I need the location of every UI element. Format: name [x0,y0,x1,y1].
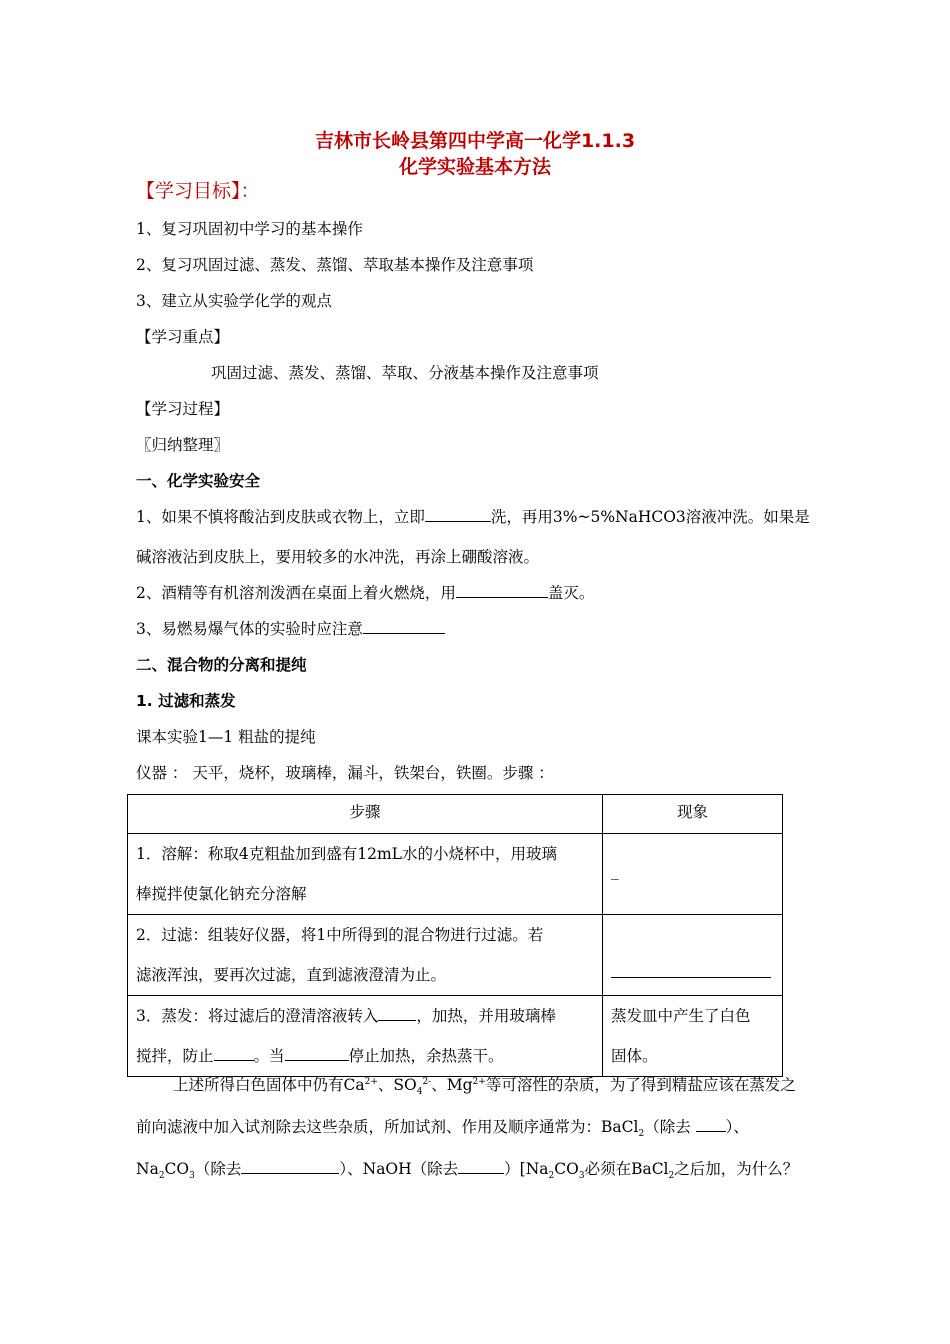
para-sup: 2+ [472,1076,486,1087]
focus-heading: 【学习重点】 [136,328,230,346]
step-cell [128,834,603,915]
safety-item-1-text-b: 洗，再用3%~5%NaHCO3溶液冲洗。如果是 [490,508,810,526]
para-text: （除去 [194,1160,242,1178]
document-title-line2: 化学实验基本方法 [398,156,551,178]
header-steps: 步骤 [128,795,603,834]
para-text: Na [136,1160,159,1178]
para-text: 、SO [377,1076,417,1094]
result-cell[interactable] [603,834,783,915]
para-text: 等可溶性的杂质，为了得到精盐应该在蒸发之 [485,1076,796,1094]
para-sub: 2 [668,1171,675,1182]
result-3-line1: 蒸发皿中产生了白色 [611,1007,751,1025]
step-2-line1: 2．过滤：组装好仪器，将1中所得到的混合物进行过滤。若 [136,926,544,944]
step-cell [128,915,603,996]
goal-item-1: 1、复习巩固初中学习的基本操作 [136,220,363,238]
paragraph-line-1 [173,1073,796,1097]
experiment-title: 课本实验1—1 粗盐的提纯 [136,728,316,746]
answer-blank[interactable] [456,583,548,598]
result-cell[interactable] [603,915,783,996]
goal-item-2: 2、复习巩固过滤、蒸发、蒸馏、萃取基本操作及注意事项 [136,256,534,274]
table-row [128,996,783,1077]
header-phenomenon: 现象 [603,795,783,834]
table-header-row [128,795,783,834]
answer-blank[interactable] [425,507,491,522]
document-title-line1: 吉林市长岭县第四中学高一化学1.1.3 [314,130,636,152]
safety-item-3 [136,617,445,639]
step-3-text-b: ，加热，并用玻璃棒 [416,1007,556,1025]
step-3-text-a: 3．蒸发：将过滤后的澄清溶液转入 [136,1007,379,1025]
goals-heading: 【学习目标】： [136,180,260,202]
section-1-heading: 一、化学实验安全 [136,472,261,490]
answer-blank[interactable] [378,1006,416,1021]
step-cell [128,996,603,1077]
subsection-filter-evaporate: 1. 过滤和蒸发 [136,692,236,710]
step-3-line2 [136,1036,594,1076]
step-3-text-d: 。当 [253,1047,285,1065]
goal-item-3: 3、建立从实验学化学的观点 [136,292,332,310]
para-text: 之后加，为什么？ [674,1160,799,1178]
safety-item-2 [136,581,594,603]
para-text: 必须在BaCl [584,1160,669,1178]
paragraph-line-3 [136,1157,798,1181]
step-3-line1 [136,996,594,1036]
para-text: ）、 [725,1118,749,1136]
para-sub: 3 [189,1171,195,1182]
safety-item-1-line1 [136,505,810,527]
answer-blank[interactable] [363,619,445,634]
safety-item-1-text-a: 1、如果不慎将酸沾到皮肤或衣物上，立即 [136,508,425,526]
answer-blank[interactable] [458,1159,504,1174]
para-sup: 2+ [364,1076,378,1087]
safety-item-2-text-a: 2、酒精等有机溶剂泼洒在桌面上着火燃烧，用 [136,584,456,602]
answer-blank[interactable] [696,1117,726,1132]
answer-blank[interactable] [241,1159,339,1174]
para-text: （除去 [644,1118,696,1136]
section-2-heading: 二、混合物的分离和提纯 [136,656,307,674]
result-cell [603,996,783,1077]
step-1-line1: 1．溶解：称取4克粗盐加到盛有12mL水的小烧杯中，用玻璃 [136,845,557,863]
answer-blank[interactable] [611,915,771,978]
para-text: CO [164,1160,190,1178]
steps-table [127,794,783,1077]
para-text: CO [554,1160,579,1178]
para-text: ）、NaOH（除去 [339,1160,459,1178]
step-3-text-c: 搅拌，防止 [136,1047,214,1065]
para-sub: 2 [638,1129,645,1140]
process-heading: 【学习过程】 [136,400,230,418]
step-2-line2: 滤液浑浊，要再次过滤，直到滤液澄清为止。 [136,966,447,984]
para-sup: 2- [422,1076,432,1087]
para-sub: 3 [578,1171,585,1182]
para-text: 上述所得白色固体中仍有Ca [173,1076,365,1094]
result-1: _ [611,862,619,880]
step-1-line2: 棒搅拌使氯化钠充分溶解 [136,885,307,903]
para-text: 前向滤液中加入试剂除去这些杂质，所加试剂、作用及顺序通常为：BaCl [136,1118,639,1136]
paragraph-line-2 [136,1115,749,1139]
answer-blank[interactable] [214,1046,254,1061]
step-3-text-e: 停止加热，余热蒸干。 [348,1047,504,1065]
para-text: 、Mg [431,1076,473,1094]
safety-item-2-text-b: 盖灭。 [547,584,595,602]
safety-item-3-text: 3、易燃易爆气体的实验时应注意 [136,620,363,638]
table-row [128,915,783,996]
instruments-line: 仪器 ： 天平，烧杯，玻璃棒，漏斗，铁架台，铁圈。步骤 ： [136,764,554,782]
para-sub: 4 [416,1087,423,1098]
answer-blank[interactable] [285,1046,349,1061]
para-text: ）[Na [504,1160,549,1178]
safety-item-1-line2: 碱溶液沾到皮肤上，要用较多的水冲洗，再涂上硼酸溶液。 [136,548,540,566]
focus-text: 巩固过滤、蒸发、蒸馏、萃取、分液基本操作及注意事项 [211,364,599,382]
para-sub: 2 [548,1171,555,1182]
process-subheading: 〖归纳整理〗 [136,436,230,454]
result-3-line2: 固体。 [611,1047,658,1065]
para-sub: 2 [158,1171,165,1182]
table-row [128,834,783,915]
